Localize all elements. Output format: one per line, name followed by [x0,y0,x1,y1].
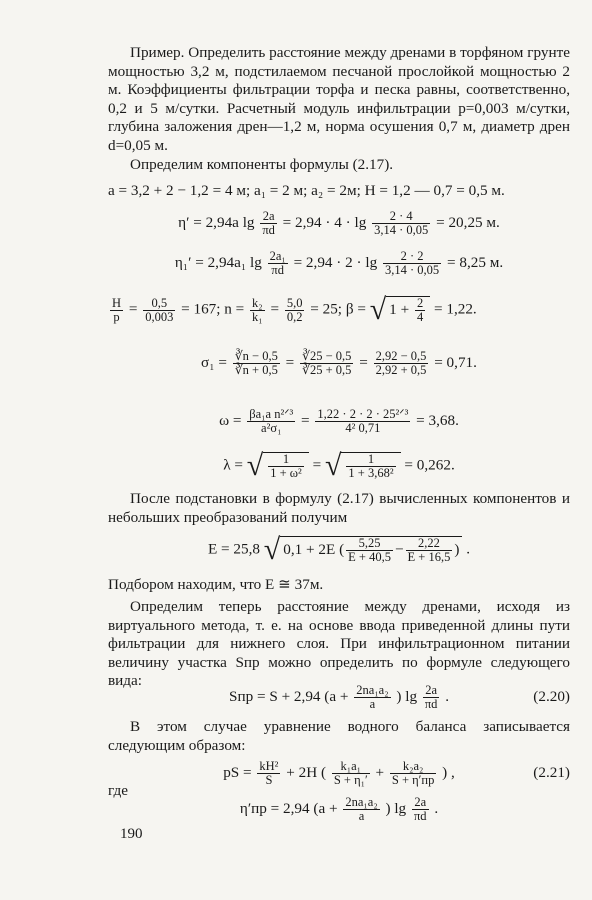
equation-h-over-p: $\frac{H}{p}$ = $\frac{0,5}{0,003}$ = 167; n = $\frac{\text{k₂}}{\text{k₁}}$ = $\frac{5,0}{0,2}$ = 25; β = √ 1 + $\frac{2}{4}$ = 1,22. [112,293,477,326]
equation-eta: η′ = 2,94a lg $\frac{2a}{\pi d}$ = 2,94 · 4 · lg $\frac{2 \cdot 4}{3,14 \cdot 0,05}$ = 20,25 м. [178,209,500,237]
equation-a-values: a = 3,2 + 2 − 1,2 = 4 м; a₁ = 2 м; a₂ = 2м; H = 1,2 — 0,7 = 0,5 м. [108,182,505,199]
equation-2-20: Sпр = S + 2,94 (a + $\frac{\text{2na₁a₂}}{a}$ ) lg $\frac{2a}{\pi d}$ . [229,683,449,711]
example-paragraph: Пример. Определить расстояние между дренами в торфяном грунте мощностью 3,2 м, подстилаемом песчаной прослойкой мощностью 2 м. Коэффициенты фильтрации торфа и песка равны, соответственно, 0,2 и 5 м/сутки. Расчетный модуль инфильтрации p=0,003 м/сутки, глубина заложения дрен—1,2 м, норма осушения 0,7 м, диаметр дрен d=0,05 м. [108,44,570,154]
components-intro: Определим компоненты формулы (2.17). [130,156,394,173]
substitution-paragraph: После подстановки в формулу (2.17) вычисленных компонентов и небольших преобразований получим [108,490,570,526]
equation-omega: ω = $\frac{\text{βa₁a n²ᐟ³}}{\text{a²σ₁}}$ = $\frac{\text{1,22 · 2 · 2 · 25²ᐟ³}}{\text{4² 0,71}}$ = 3,68. [219,407,459,435]
selection-result: Подбором находим, что E ≅ 37м. [108,576,324,593]
equation-eta-pr: η′пр = 2,94 (a + $\frac{\text{2na₁a₂}}{a}$ ) lg $\frac{2a}{\pi d}$ . [239,795,439,823]
equation-number-2-20: (2.20) [533,688,570,705]
page-number: 190 [120,826,143,842]
equation-e: E = 25,8 √ 0,1 + 2E ( $\frac{5,25}{E + 40,5}$ − $\frac{2,22}{E + 16,5}$ ) . [207,533,470,566]
where-label: где [108,782,128,799]
equation-sigma1: σ₁ = $\frac{∛n - 0,5}{∛n + 0,5}$ = $\frac{∛25 - 0,5}{∛25 + 0,5}$ = $\frac{2,92 - 0,5}{2,92 + 0,5}$ = 0,71. [201,349,477,377]
water-balance-paragraph: В этом случае уравнение водного баланса записывается следующим образом: [108,718,570,754]
equation-2-21: pS = $\frac{\text{kH²}}{S}$ + 2H ( $\frac{\text{k₁a₁}}{\text{S + η₁′}}$ + $\frac{\text{k₂a₂}}{S + \eta'пр}$ ) , [223,759,455,787]
equation-number-2-21: (2.21) [533,764,570,781]
virtual-method-paragraph: Определим теперь расстояние между дренами, исходя из виртуального метода, т. е. на основе ввода приведенной длины пути фильтрации для нижнего слоя. При инфильтрационном питании величину участка Sпр можно определить по формуле следующего вида: [108,598,570,690]
equation-eta1: η₁′ = 2,94a₁ lg $\frac{\text{2a₁}}{\pi d}$ = 2,94 · 2 · lg $\frac{2 \cdot 2}{3,14 \cdot 0,05}$ = 8,25 м. [174,249,504,277]
equation-lambda: λ = √ $\frac{1}{\text{1 + ω²}}$ = √ $\frac{1}{\text{1 + 3,68²}}$ = 0,262. [223,449,455,482]
